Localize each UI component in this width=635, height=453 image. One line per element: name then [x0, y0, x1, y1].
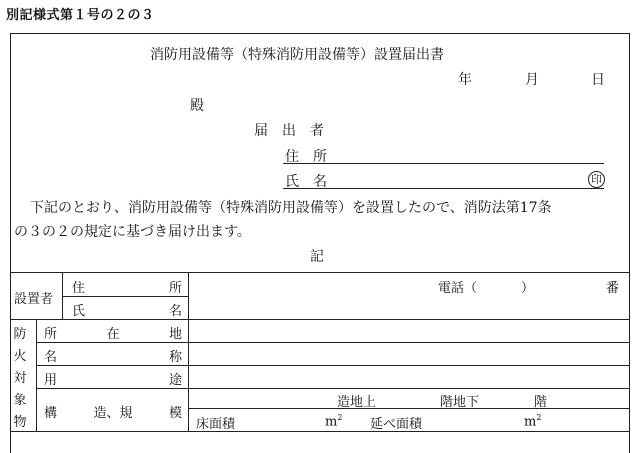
body-text-line1: 下記のとおり、消防用設備等（特殊消防用設備等）を設置したので、消防法第17条	[30, 200, 552, 216]
addressee-suffix: 殿	[190, 98, 204, 114]
installer-label-divider	[62, 272, 63, 319]
floors-below-label: 階地下	[440, 395, 480, 410]
installer-address-label: 住 所	[72, 281, 182, 296]
installer-label: 設置者	[14, 292, 54, 307]
seal-mark: 印	[588, 171, 605, 188]
body-text-line2: の３の２の規定に基づき届け出ます。	[14, 224, 251, 240]
floor-area-unit: $m^2$	[325, 413, 343, 430]
applicant-address-label: 住 所	[285, 149, 327, 165]
structure-scale-label: 構 造、規 模	[44, 406, 182, 421]
floors-unit-label: 階	[534, 395, 548, 410]
applicant-name-label: 氏 名	[285, 174, 327, 190]
property-name-label: 名 称	[44, 350, 182, 365]
target-label-divider	[36, 319, 37, 431]
target-label-char: 火	[13, 349, 27, 364]
phone-paren-close: ）	[521, 281, 535, 296]
installer-divider	[62, 296, 188, 297]
address-underline	[283, 163, 604, 164]
target-label-char: 防	[13, 327, 27, 342]
installer-name-label: 氏 名	[72, 304, 182, 319]
target-row-divider-1	[36, 342, 630, 343]
form-frame	[10, 33, 630, 453]
total-area-unit: $m^2$	[524, 413, 542, 430]
form-title: 消防用設備等（特殊消防用設備等）設置届出書	[150, 47, 444, 63]
use-label: 用 途	[44, 373, 182, 388]
target-row-divider-3	[36, 388, 630, 389]
table-top-border	[10, 272, 630, 273]
floors-above-label: 造地上	[337, 395, 377, 410]
floor-area-label: 床面積	[196, 417, 236, 432]
target-row-divider-2	[36, 365, 630, 366]
target-label-char: 物	[13, 415, 27, 430]
location-label: 所 在 地	[44, 327, 182, 342]
structure-row-divider	[188, 408, 630, 409]
date-year-label: 年	[458, 72, 472, 88]
value-column-divider	[188, 272, 189, 431]
installer-bottom-border	[10, 319, 630, 320]
applicant-label: 届 出 者	[254, 123, 324, 139]
ki-heading: 記	[310, 249, 324, 265]
phone-suffix: 番	[606, 281, 620, 296]
table-bottom-border	[10, 431, 630, 432]
date-month-label: 月	[525, 72, 539, 88]
form-number: 別記様式第１号の２の３	[6, 8, 155, 23]
date-day-label: 日	[591, 72, 605, 88]
target-label-char: 対	[13, 371, 27, 386]
name-underline	[283, 188, 604, 189]
phone-label: 電話（	[438, 281, 478, 296]
target-label-char: 象	[13, 393, 27, 408]
total-area-label: 延べ面積	[370, 417, 423, 432]
